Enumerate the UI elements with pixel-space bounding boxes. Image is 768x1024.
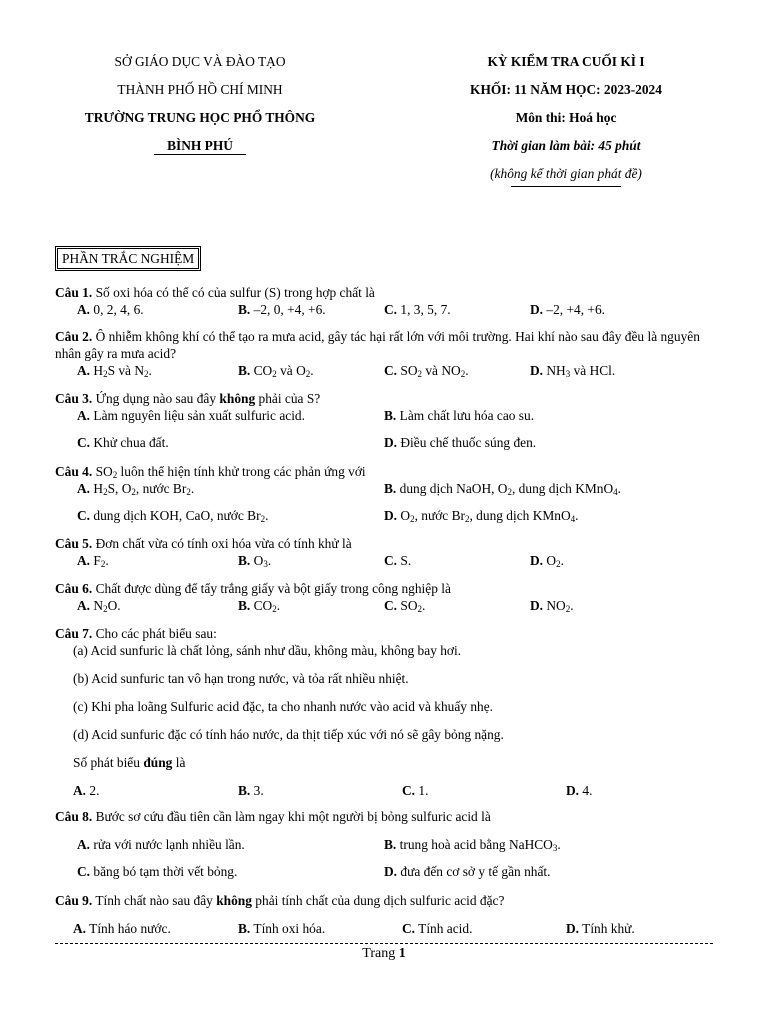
option-b[interactable]: B. –2, 0, +4, +6. xyxy=(238,302,326,317)
option-c[interactable]: C. 1, 3, 5, 7. xyxy=(384,302,451,317)
option-a[interactable]: A. Làm nguyên liệu sản xuất sulfuric acid. xyxy=(77,408,305,423)
option-d[interactable]: D. Điều chế thuốc súng đen. xyxy=(384,435,537,450)
section-title: PHẦN TRẮC NGHIỆM xyxy=(55,246,201,271)
department-name: SỞ GIÁO DỤC VÀ ĐÀO TẠO xyxy=(114,54,286,69)
question-text: Số oxi hóa có thể có của sulfur (S) trong hợp chất là xyxy=(95,285,375,300)
question-6 xyxy=(55,580,715,614)
option-d[interactable]: D. Tính khử. xyxy=(566,921,635,936)
question-label: Câu 8. xyxy=(55,809,93,824)
school-name: BÌNH PHÚ xyxy=(167,138,233,153)
option-d[interactable]: D. $NH_3$ và HCl. xyxy=(530,363,616,379)
option-a[interactable]: A. Tính háo nước. xyxy=(73,921,171,936)
question-7 xyxy=(55,625,715,799)
option-d[interactable]: D. $O_2$. xyxy=(530,553,564,569)
option-b[interactable]: B. $O_3$. xyxy=(238,553,272,569)
option-c[interactable]: C. S. xyxy=(384,553,412,568)
question-label: Câu 5. xyxy=(55,536,93,551)
statement-a: (a) Acid sunfuric là chất lỏng, sánh như dầu, không màu, không bay hơi. xyxy=(73,643,462,658)
option-c[interactable]: C. dung dịch KOH, CaO, nước $Br_2$. xyxy=(77,508,269,524)
question-label: Câu 2. xyxy=(55,329,93,344)
question-label: Câu 4. xyxy=(55,464,93,479)
header-left xyxy=(55,48,345,155)
option-a[interactable]: A. $F_2$. xyxy=(77,553,109,569)
option-d[interactable]: D. –2, +4, +6. xyxy=(530,302,606,317)
question-label: Câu 1. xyxy=(55,285,93,300)
question-text: Bước sơ cứu đầu tiên cần làm ngay khi một người bị bỏng sulfuric acid là xyxy=(95,809,491,824)
question-5 xyxy=(55,535,715,569)
statement-b: (b) Acid sunfuric tan vô hạn trong nước, và tỏa rất nhiều nhiệt. xyxy=(73,671,409,686)
option-c[interactable]: C. 1. xyxy=(402,783,429,798)
option-b[interactable]: B. $CO_2$ và $O_2$. xyxy=(238,363,314,379)
question-8 xyxy=(55,808,715,880)
option-c[interactable]: C. $SO_2$. xyxy=(384,598,426,614)
option-a[interactable]: A. 2. xyxy=(73,783,100,798)
duration-note: (không kể thời gian phát đề) xyxy=(490,166,642,181)
subject: Môn thi: Hoá học xyxy=(515,110,617,125)
option-a[interactable]: A. $H_2S$ và $N_2$. xyxy=(77,363,152,379)
grade-year: KHỐI: 11 NĂM HỌC: 2023-2024 xyxy=(470,82,662,97)
city-name: THÀNH PHỐ HỒ CHÍ MINH xyxy=(117,82,283,97)
page-label: Trang xyxy=(362,946,396,961)
option-a[interactable]: A. 0, 2, 4, 6. xyxy=(77,302,144,317)
option-b[interactable]: B. $CO_2$. xyxy=(238,598,281,614)
option-c[interactable]: C. băng bó tạm thời vết bỏng. xyxy=(77,864,238,879)
question-label: Câu 9. xyxy=(55,893,93,908)
option-b[interactable]: B. 3. xyxy=(238,783,264,798)
option-d[interactable]: D. $NO_2$. xyxy=(530,598,574,614)
option-b[interactable]: B. Làm chất lưu hóa cao su. xyxy=(384,408,535,423)
option-a[interactable]: A. rửa với nước lạnh nhiều lần. xyxy=(77,837,245,852)
header-right xyxy=(420,48,712,187)
duration: Thời gian làm bài: 45 phút xyxy=(491,138,641,153)
question-text: Đơn chất vừa có tính oxi hóa vừa có tính khử là xyxy=(95,536,352,551)
question-1 xyxy=(55,284,715,318)
question-text: Ô nhiễm không khí có thể tạo ra mưa acid, gây tác hại rất lớn với môi trường. Hai khí nào sau đây đều là nguyên nhân gây ra mưa acid? xyxy=(55,329,700,361)
statement-d: (d) Acid sunfuric đặc có tính háo nước, da thịt tiếp xúc với nó sẽ gây bỏng nặng. xyxy=(73,727,504,742)
option-c[interactable]: C. $SO_2$ và $NO_2$. xyxy=(384,363,469,379)
option-c[interactable]: C. Khử chua đất. xyxy=(77,435,169,450)
question-3: Câu 3. Ứng dụng nào sau đây không phải của S? A. Làm nguyên liệu sản xuất sulfuric acid. B. Làm chất lưu hóa cao su. C. Khử chua đất. D. Điều chế thuốc súng đen. xyxy=(55,391,537,450)
question-2 xyxy=(55,328,715,379)
statement-question: Số phát biểu đúng là xyxy=(73,755,186,770)
question-9: Câu 9. Tính chất nào sau đây không phải tính chất của dung dịch sulfuric acid đặc? A. Tính háo nước. B. Tính oxi hóa. C. Tính acid. D. Tính khử. xyxy=(55,893,635,936)
question-label: Câu 3. xyxy=(55,391,93,406)
option-b[interactable]: B. trung hoà acid bằng NaHCO$_3$. xyxy=(384,837,561,853)
option-b[interactable]: B. Tính oxi hóa. xyxy=(238,921,326,936)
page-number: 1 xyxy=(398,946,406,961)
option-d[interactable]: D. $O_2$, nước $Br_2$, dung dịch KMnO$_4$. xyxy=(384,508,579,524)
option-b[interactable]: B. dung dịch NaOH, $O_2$, dung dịch KMnO$_4$. xyxy=(384,481,622,497)
question-text: Chất được dùng để tẩy trắng giấy và bột giấy trong công nghiệp là xyxy=(95,581,451,596)
footer-divider xyxy=(55,943,713,944)
exam-title: KỲ KIỂM TRA CUỐI KÌ I xyxy=(487,54,645,69)
option-a[interactable]: A. $N_2O$. xyxy=(77,598,121,614)
question-label: Câu 6. xyxy=(55,581,93,596)
question-label: Câu 7. xyxy=(55,626,93,641)
option-a[interactable]: A. $H_2S$, $O_2$, nước $Br_2$. xyxy=(77,481,195,497)
statement-c: (c) Khi pha loãng Sulfuric acid đặc, ta cho nhanh nước vào acid và khuấy nhẹ. xyxy=(73,699,494,714)
option-d[interactable]: D. đưa đến cơ sở y tế gần nhất. xyxy=(384,864,551,879)
question-text: Cho các phát biểu sau: xyxy=(95,626,217,641)
school-type: TRƯỜNG TRUNG HỌC PHỔ THÔNG xyxy=(84,110,316,125)
page-footer xyxy=(0,946,768,962)
question-4: Câu 4. $SO_2$ luôn thể hiện tính khử trong các phản ứng với A. $H_2S$, $O_2$, nước $Br_2$. B. dung dịch NaOH, $O_2$, dung dịch KMnO$_4$. C. dung dịch KOH, CaO, nước $Br_2$. D. $O_2$, nước $Br_2$, dung dịch KMnO$_4$. xyxy=(55,464,622,524)
option-d[interactable]: D. 4. xyxy=(566,783,593,798)
option-c[interactable]: C. Tính acid. xyxy=(402,921,473,936)
